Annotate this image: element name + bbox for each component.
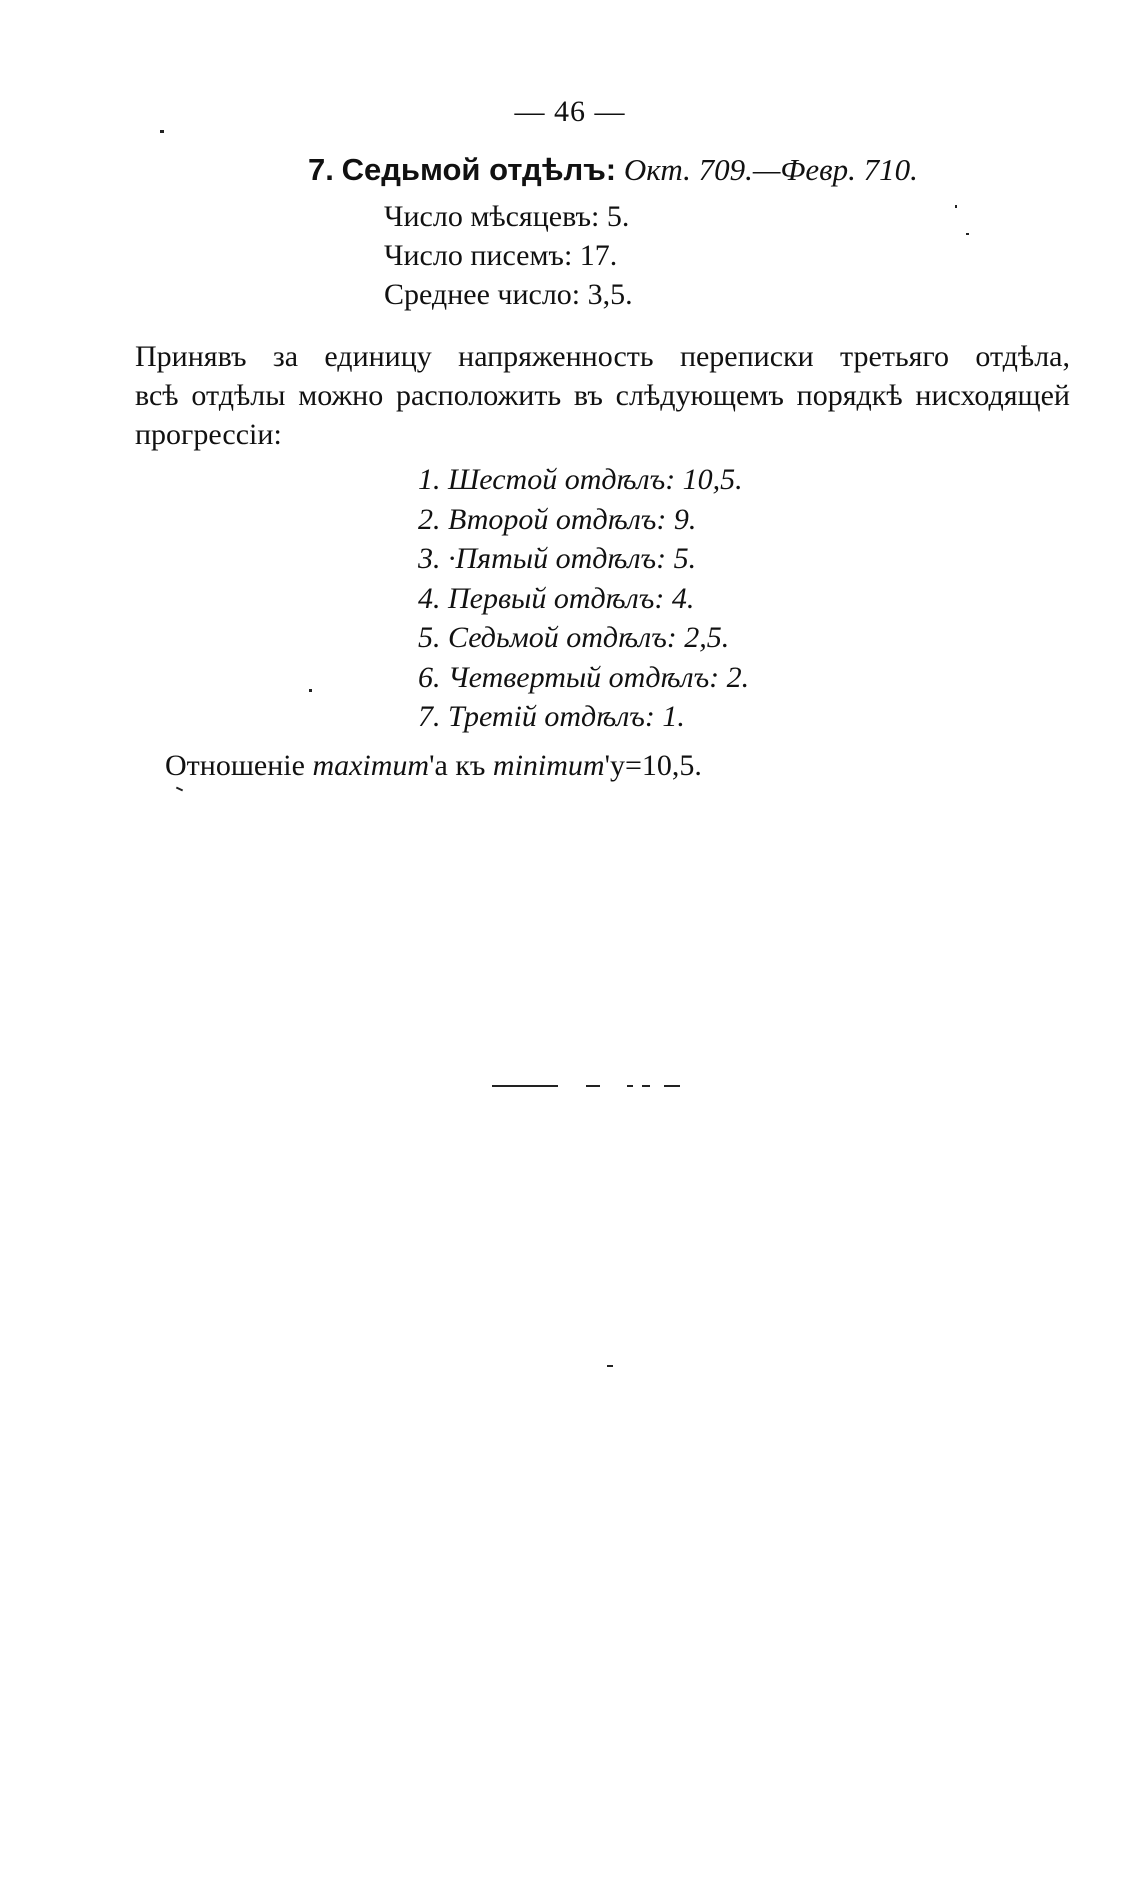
paragraph-line: прогрессіи: — [135, 418, 282, 451]
speck — [176, 787, 183, 792]
ratio-maximum: maximum — [312, 749, 430, 782]
ratio-minimum: minimum — [492, 749, 605, 782]
ranking-item: 3. ·Пятый отдѣлъ: 5. — [418, 542, 697, 575]
rule-dash — [492, 1085, 558, 1087]
section-dates: Окт. 709.—Февр. 710. — [623, 152, 918, 187]
speck — [309, 689, 312, 692]
section-heading — [308, 152, 918, 188]
ranking-item: 6. Четвертый отдѣлъ: 2. — [418, 660, 750, 694]
ranking-item: 5. Седьмой отдѣлъ: 2,5. — [418, 621, 730, 654]
paragraph-line: всѣ отдѣлы можно расположить въ слѣдующемъ порядкѣ нисходящей — [135, 379, 1070, 412]
ranking-item: 1. Шестой отдѣлъ: 10,5. — [418, 463, 743, 496]
speck — [160, 130, 164, 133]
department-ranking-list — [418, 460, 749, 737]
ratio-prefix: Отношеніе — [165, 749, 313, 782]
rule-dash — [586, 1085, 600, 1087]
letters-count-line: Число писемъ: 17. — [384, 239, 618, 272]
section-title: Седьмой отдѣлъ: — [341, 152, 617, 187]
average-line: Среднее число: 3,5. — [384, 278, 633, 311]
months-count-line: Число мѣсяцевъ: 5. — [384, 200, 630, 233]
ranking-item: 4. Первый отдѣлъ: 4. — [418, 581, 695, 615]
ranking-item: 2. Второй отдѣлъ: 9. — [418, 502, 697, 536]
page-number: — 46 — — [514, 95, 626, 128]
ratio-line — [165, 749, 702, 783]
rule-dash — [642, 1085, 650, 1087]
paragraph-line: Принявъ за единицу напряженность переписки третьяго отдѣла, — [135, 340, 1070, 373]
ranking-item: 7. Третій отдѣлъ: 1. — [418, 700, 685, 733]
rule-dash — [664, 1085, 680, 1087]
speck — [955, 205, 957, 208]
rule-dash — [627, 1085, 633, 1087]
speck — [966, 233, 969, 235]
ratio-middle: 'а къ — [429, 749, 493, 782]
ratio-suffix: 'у=10,5. — [604, 749, 702, 782]
body-paragraph — [135, 337, 1070, 454]
section-number: 7. — [308, 152, 334, 187]
speck — [607, 1365, 613, 1367]
